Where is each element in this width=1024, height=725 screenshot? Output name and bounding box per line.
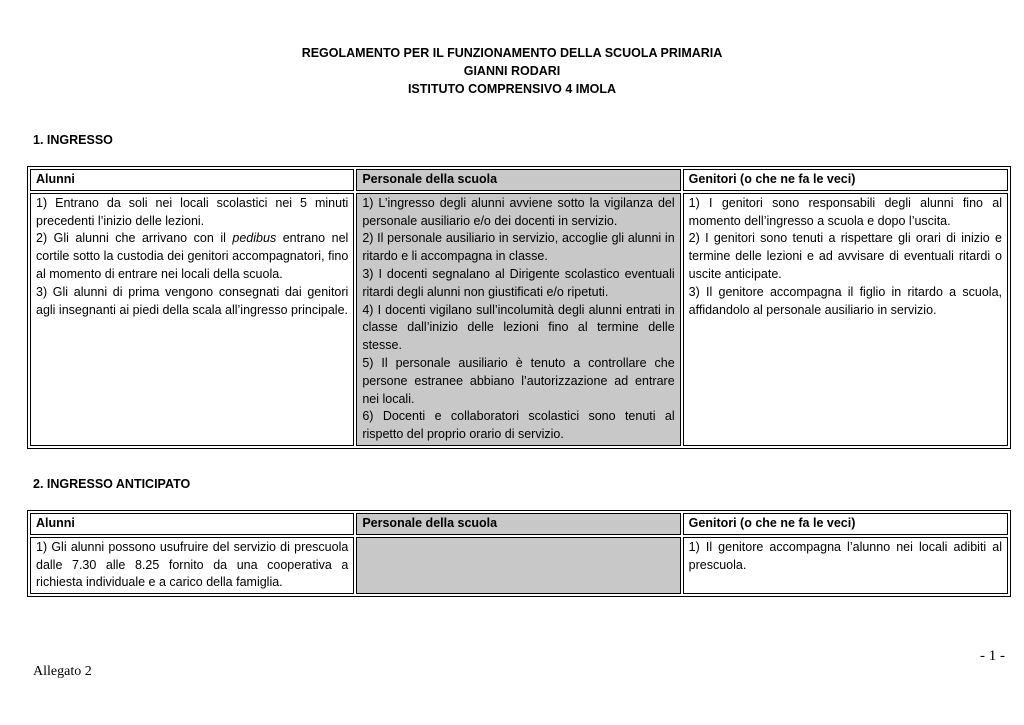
title-line-3: ISTITUTO COMPRENSIVO 4 IMOLA [407,82,617,96]
rule-genitori-2: 2) I genitori sono tenuti a rispettare gli orari di inizio e termine delle lezioni e ad avvisare di eventuali ritardi o uscite anticipate. [688,231,1002,281]
section-heading-ingresso-anticipato: 2. INGRESSO ANTICIPATO [33,477,191,491]
rule-personale-5: 5) Il personale ausiliario è tenuto a controllare che persone estranee abbiano l’autorizzazione ad entrare nei locali. [362,355,675,406]
table-header-row [30,169,1008,191]
footer-label: Allegato 2 [33,664,92,679]
column-header-genitori: Genitori (o che ne fa le veci) [683,513,1008,535]
rule-alunni-3: 3) Gli alunni di prima vengono consegnati dai genitori agli insegnanti ai piedi della scala all’ingresso principale. [36,284,349,317]
cell-genitori [683,537,1008,594]
rule-genitori-1: 1) Il genitore accompagna l’alunno nei locali adibiti al prescuola. [688,539,1002,572]
page-number: - 1 - [980,648,1005,664]
title-line-1: REGOLAMENTO PER IL FUNZIONAMENTO DELLA SCUOLA PRIMARIA [301,46,723,60]
rule-alunni-2-pedibus: pedibus [232,231,277,246]
rule-alunni-1: 1) Entrano da soli nei locali scolastici nei 5 minuti precedenti l’inizio delle lezioni. [36,195,349,228]
cell-personale [356,193,680,446]
cell-personale-empty [356,537,680,594]
rule-alunni-1: 1) Gli alunni possono usufruire del servizio di prescuola dalle 7.30 alle 8.25 fornito da una cooperativa a richiesta individuale e a carico della famiglia. [36,539,349,590]
table-row [30,193,1008,446]
title-line-2: GIANNI RODARI [463,64,561,78]
column-header-personale: Personale della scuola [356,513,680,535]
section-heading-ingresso: 1. INGRESSO [33,133,113,147]
rule-alunni-2 [36,230,348,283]
cell-alunni [30,537,354,594]
rule-alunni-2-text-b: entrano nel cortile sotto la custodia dei genitori accompagnatori, fino al momento di entrare nei locali della scuola. [36,231,349,281]
rule-alunni-2-text-a: 2) Gli alunni che arrivano con il [36,231,233,246]
rule-personale-6: 6) Docenti e collaboratori scolastici sono tenuti al rispetto del proprio orario di servizio. [362,409,675,442]
rule-genitori-3: 3) Il genitore accompagna il figlio in ritardo a scuola, affidandolo al personale ausiliario in servizio. [688,284,1002,317]
rule-personale-2: 2) Il personale ausiliario in servizio, accoglie gli alunni in ritardo e li accompagna in classe. [362,231,675,264]
rule-personale-1: 1) L’ingresso degli alunni avviene sotto la vigilanza del personale ausiliario e/o dei docenti in servizio. [362,195,675,228]
column-header-alunni: Alunni [30,513,354,535]
rule-personale-4: 4) I docenti vigilano sull’incolumità degli alunni entrati in classe dall’inizio delle lezioni fino al termine delle stesse. [362,302,675,353]
table-row [30,537,1008,594]
table-ingresso-anticipato [27,510,1011,597]
cell-alunni [30,193,354,446]
table-header-row [30,513,1008,535]
column-header-alunni: Alunni [30,169,354,191]
cell-genitori [683,193,1008,446]
document-title [0,44,1024,98]
column-header-personale: Personale della scuola [356,169,680,191]
rule-personale-3: 3) I docenti segnalano al Dirigente scolastico eventuali ritardi degli alunni non giustificati e/o ripetuti. [362,266,675,299]
table-ingresso [27,166,1011,449]
rule-genitori-1: 1) I genitori sono responsabili degli alunni fino al momento dell’ingresso a scuola e dopo l’uscita. [688,195,1002,228]
column-header-genitori: Genitori (o che ne fa le veci) [683,169,1008,191]
